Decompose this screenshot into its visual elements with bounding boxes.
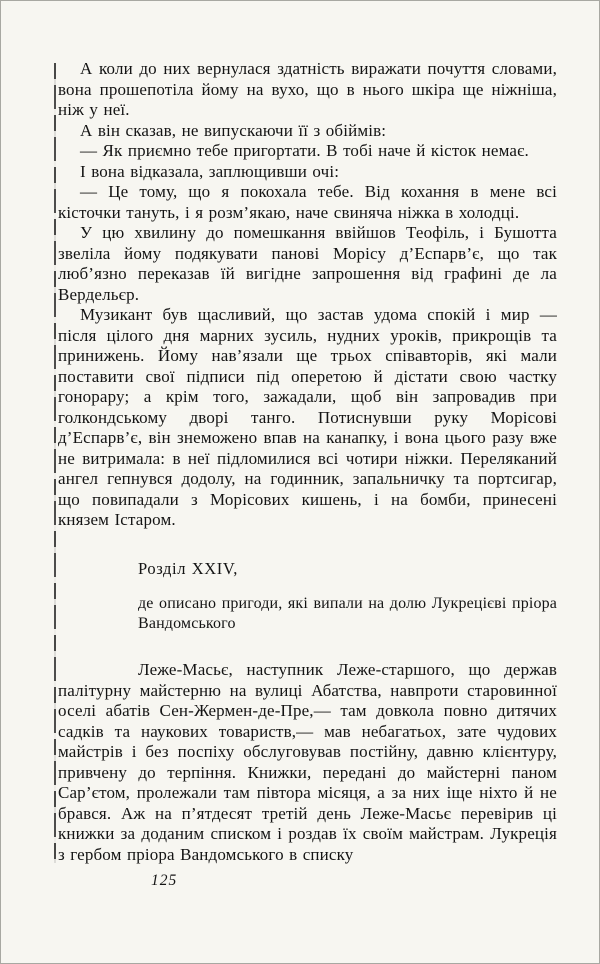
- dialogue-paragraph: — Як приємно тебе пригортати. В тобі наче й кісток немає.: [80, 141, 529, 160]
- scan-gutter-artifact: [54, 63, 56, 863]
- page-number: 125: [151, 872, 178, 889]
- chapter-subtitle: де описано пригоди, які випали на долю Лукрецієві пріора Вандомського: [138, 595, 557, 632]
- paragraph: Музикант був щасливий, що застав удома спокій і мир — після цілого дня марних зусиль, нудних уроків, прикрощів та принижень. Йому нав’язали ще трьох співавторів, які мали поставити свої підписи під оперетою й дістати свою частку гонорару; а крім того, зажадали, щоб він запровадив при голкондському дворі танго. Потиснувши руку Морісові д’Еспарв’є, він знеможено впав на канапку, і вона цього разу вже не витримала: в неї підломилися всі чотири ніжки. Переляканий ангел гепнувся додолу, на годинник, запальничку та портсигар, що повипадали з Морісових кишень, і на бомби, принесені князем Істаром.: [58, 305, 557, 529]
- paragraph: А коли до них вернулася здатність виражати почуття словами, вона прошепотіла йому на вухо, що в нього шкіра ще ніжніша, ніж у неї.: [58, 59, 557, 119]
- dialogue-paragraph: — Це тому, що я покохала тебе. Від кохання в мене всі кісточки тануть, і я розм’якаю, наче свиняча ніжка в холодці.: [58, 182, 557, 222]
- chapter-opening-paragraph: Леже-Масьє, наступник Леже-старшого, що держав палітурну майстерню на вулиці Абатства, навпроти старовинної оселі абатів Сен-Жермен-де-Пре,— там довкола повно дитячих садків та наукових товариств,— мав небагатьох, зате чудових майстрів і без поспіху обслуговував постійну, давню клієнтуру, привчену до терпіння. Книжки, передані до майстерні паном Сар’єтом, пролежали там півтора місяця, а за них іще ніхто й не брався. Аж на п’ятдесят третій день Леже-Масьє перевірив ці книжки за доданим списком і роздав їх своїм майстрам. Лукреція з гербом пріора Вандомського в списку: [58, 660, 557, 864]
- paragraph: У цю хвилину до помешкання ввійшов Теофіль, і Бушотта звеліла йому подякувати панові Морісу д’Еспарв’є, що так люб’язно переказав їй вигідне запрошення від графині де ла Вердельєр.: [58, 223, 557, 304]
- paragraph: А він сказав, не випускаючи її з обіймів:: [80, 120, 387, 140]
- paragraph: І вона відказала, заплющивши очі:: [80, 161, 340, 181]
- text-block: [58, 59, 557, 865]
- chapter-heading-block: [138, 559, 557, 635]
- chapter-title: Розділ XXIV,: [138, 558, 239, 578]
